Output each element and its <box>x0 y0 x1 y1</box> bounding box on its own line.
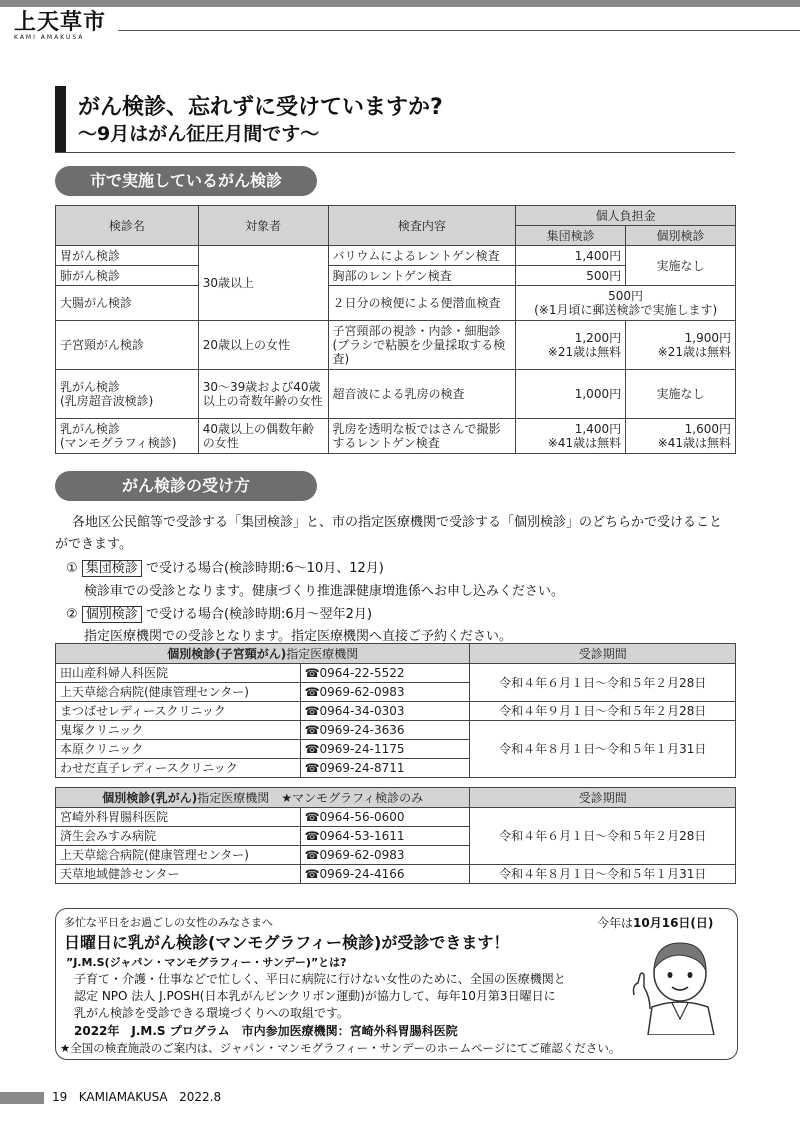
cell-name <box>56 419 199 454</box>
clinic-name: 天草地域健診センター <box>56 865 301 884</box>
cell-name <box>56 370 199 419</box>
header-rule <box>118 30 800 31</box>
clinic-tel: ☎0964-56-0600 <box>300 808 470 827</box>
clinic-tel: ☎0964-34-0303 <box>300 702 470 721</box>
notice-footnote: ★全国の検査施設のご案内は、ジャパン・マンモグラフィー・サンデーのホームページにてご確認ください。 <box>60 1041 621 1055</box>
table-row <box>56 370 736 419</box>
period: 令和４年６月１日〜令和５年２月28日 <box>470 808 736 865</box>
clinic-name: 上天草総合病院(健康管理センター) <box>56 846 301 865</box>
clinic-name: 宮崎外科胃腸科医院 <box>56 808 301 827</box>
cell-name: 子宮頸がん検診 <box>56 321 199 370</box>
table-row <box>56 664 736 683</box>
cell-content: 子宮頸部の視診・内診・細胞診(ブラシで粘膜を少量採取する検査) <box>328 321 516 370</box>
clinic-name: 本原クリニック <box>56 740 301 759</box>
cell-fee <box>516 286 736 321</box>
notice-program: 2022年 J.M.S プログラム 市内参加医療機関：宮崎外科胃腸科医院 <box>74 1024 458 1038</box>
period: 令和４年８月１日〜令和５年１月31日 <box>470 865 736 884</box>
clinic-tel: ☎0969-24-1175 <box>300 740 470 759</box>
cell-content: バリウムによるレントゲン検査 <box>328 246 516 266</box>
table-row <box>56 419 736 454</box>
table-row <box>56 286 736 321</box>
cell-name: 肺がん検診 <box>56 266 199 286</box>
fee-value: 1,600円 <box>684 422 731 436</box>
intro-line1: 各地区公民館等で受診する「集団検診」と、市の指定医療機関で受診する「個別検診」のどちらかで受けること <box>72 515 723 530</box>
clinic-name: 上天草総合病院(健康管理センター) <box>56 683 301 702</box>
notice-lead: 多忙な平日をお過ごしの女性のみなさまへ <box>64 916 273 929</box>
fee-value: 500円 <box>608 289 644 303</box>
header-individual: 個別検診 <box>626 226 736 246</box>
method-2-number: ② <box>66 607 78 622</box>
section-heading-howto: がん検診の受け方 <box>55 471 317 501</box>
method-1-number: ① <box>66 561 78 576</box>
header-content: 検査内容 <box>328 206 516 246</box>
period: 令和４年８月１日〜令和５年１月31日 <box>470 721 736 778</box>
breast-table-header <box>56 788 470 808</box>
fee-value: 1,900円 <box>684 331 731 345</box>
cell-target: 40歳以上の偶数年齢の女性 <box>198 419 328 454</box>
header-rest: 指定医療機関 <box>197 791 270 805</box>
header-burden: 個人負担金 <box>516 206 736 226</box>
fee-note: ※41歳は無料 <box>657 436 731 450</box>
cell-content: 胸部のレントゲン検査 <box>328 266 516 286</box>
header-target: 対象者 <box>198 206 328 246</box>
clinic-name: 済生会みすみ病院 <box>56 827 301 846</box>
cell-target: 30歳以上 <box>198 246 328 321</box>
fee-note: ※41歳は無料 <box>547 436 622 450</box>
clinic-tel: ☎0969-24-8711 <box>300 759 470 778</box>
intro-line2: ができます。 <box>55 537 132 552</box>
method-1-text: で受ける場合(検診時期:6〜10月、12月) <box>145 561 384 576</box>
title-accent-bar <box>55 86 66 152</box>
notice-body-3: 乳がん検診を受診できる環境づくりへの取組です。 <box>74 1006 350 1020</box>
method-1-label: 集団検診 <box>82 560 142 577</box>
footer <box>52 1090 221 1104</box>
cell-target: 30〜39歳および40歳以上の奇数年齢の女性 <box>198 370 328 419</box>
header-bold: 個別検診(子宮頸がん) <box>167 647 287 661</box>
clinic-name: 鬼塚クリニック <box>56 721 301 740</box>
notice-body-1: 子育て・介護・仕事などで忙しく、平日に病院に行けない女性のために、全国の医療機関と <box>74 972 566 986</box>
notice-date <box>597 914 713 931</box>
header-note: ★マンモグラフィ検診のみ <box>281 791 424 805</box>
table-row <box>56 865 736 884</box>
notice-question: ”J.M.S(ジャパン・マンモグラフィー・サンデー)”とは? <box>66 956 347 969</box>
cell-content: 超音波による乳房の検査 <box>328 370 516 419</box>
name-line: 乳がん検診 <box>60 380 121 394</box>
title-rule <box>55 152 735 153</box>
period-header: 受診期間 <box>470 788 736 808</box>
cell-individual: 実施なし <box>626 246 736 286</box>
header-bold: 個別検診(乳がん) <box>102 791 198 805</box>
method-1-desc: 検診車での受診となります。健康づくり推進課健康増進係へお申し込みください。 <box>84 584 564 599</box>
top-bar <box>0 0 800 7</box>
clinic-tel: ☎0969-24-3636 <box>300 721 470 740</box>
clinic-name: わせだ直子レディースクリニック <box>56 759 301 778</box>
magazine-name: KAMIAMAKUSA <box>78 1090 168 1104</box>
method-2 <box>66 603 372 622</box>
date-label: 今年は <box>597 916 634 930</box>
method-2-desc: 指定医療機関での受診となります。指定医療機関へ直接ご予約ください。 <box>84 629 512 644</box>
fee-value: 1,400円 <box>574 422 622 436</box>
clinic-tel: ☎0964-22-5522 <box>300 664 470 683</box>
screening-table <box>55 205 736 454</box>
notice-headline: 日曜日に乳がん検診(マンモグラフィー検診)が受診できます！ <box>64 933 510 952</box>
fee-note: (※1月頃に郵送検診で実施します) <box>534 303 718 317</box>
section-heading-screenings: 市で実施しているがん検診 <box>55 166 317 196</box>
cell-individual: 実施なし <box>626 370 736 419</box>
cell-target: 20歳以上の女性 <box>198 321 328 370</box>
table-row <box>56 808 736 827</box>
cell-group: 1,400円 <box>516 246 626 266</box>
cell-content: 乳房を透明な板ではさんで撮影するレントゲン検査 <box>328 419 516 454</box>
cell-name: 大腸がん検診 <box>56 286 199 321</box>
clinic-tel: ☎0969-24-4166 <box>300 865 470 884</box>
header-group: 集団検診 <box>516 226 626 246</box>
clinic-name: まつばせレディースクリニック <box>56 702 301 721</box>
page-number: 19 <box>52 1090 68 1104</box>
cell-group: 500円 <box>516 266 626 286</box>
cervical-table-header <box>56 644 470 664</box>
page-subtitle: 〜9月はがん征圧月間です〜 <box>78 123 320 145</box>
table-row <box>56 321 736 370</box>
cervical-clinic-table <box>55 643 736 778</box>
cell-group <box>516 321 626 370</box>
table-row <box>56 721 736 740</box>
cell-name: 胃がん検診 <box>56 246 199 266</box>
name-line: 乳がん検診 <box>60 422 121 436</box>
cell-content: ２日分の検便による便潜血検査 <box>328 286 516 321</box>
logo-subtitle: KAMI AMAKUSA <box>14 34 85 41</box>
period: 令和４年６月１日〜令和５年２月28日 <box>470 664 736 702</box>
method-1 <box>66 557 384 576</box>
clinic-tel: ☎0964-53-1611 <box>300 827 470 846</box>
period: 令和４年９月１日〜令和５年２月28日 <box>470 702 736 721</box>
name-line: (乳房超音波検診) <box>60 394 154 408</box>
table-row <box>56 246 736 266</box>
header-rest: 指定医療機関 <box>286 647 359 661</box>
issue-date: 2022.8 <box>179 1090 222 1104</box>
footer-bar <box>0 1092 44 1104</box>
clinic-tel: ☎0969-62-0983 <box>300 683 470 702</box>
fee-note: ※21歳は無料 <box>657 345 731 359</box>
cell-individual <box>626 321 736 370</box>
period-header: 受診期間 <box>470 644 736 664</box>
page-title: がん検診、忘れずに受けていますか? <box>78 95 443 120</box>
method-2-text: で受ける場合(検診時期:6月〜翌年2月) <box>145 607 373 622</box>
method-2-label: 個別検診 <box>82 606 142 623</box>
fee-note: ※21歳は無料 <box>547 345 622 359</box>
date-value: 10月16日(日) <box>633 916 714 930</box>
logo: 上天草市 <box>14 9 107 35</box>
clinic-tel: ☎0969-62-0983 <box>300 846 470 865</box>
fee-value: 1,200円 <box>574 331 622 345</box>
breast-clinic-table <box>55 787 736 884</box>
header-name: 検診名 <box>56 206 199 246</box>
clinic-name: 田山産科婦人科医院 <box>56 664 301 683</box>
table-row <box>56 702 736 721</box>
doctor-illustration <box>620 935 730 1035</box>
cell-group: 1,000円 <box>516 370 626 419</box>
cell-group <box>516 419 626 454</box>
cell-individual <box>626 419 736 454</box>
notice-body-2: 認定 NPO 法人 J.POSH(日本乳がんピンクリボン運動)が協力して、毎年10月第3日曜日に <box>74 989 556 1003</box>
name-line: (マンモグラフィ検診) <box>60 436 177 450</box>
